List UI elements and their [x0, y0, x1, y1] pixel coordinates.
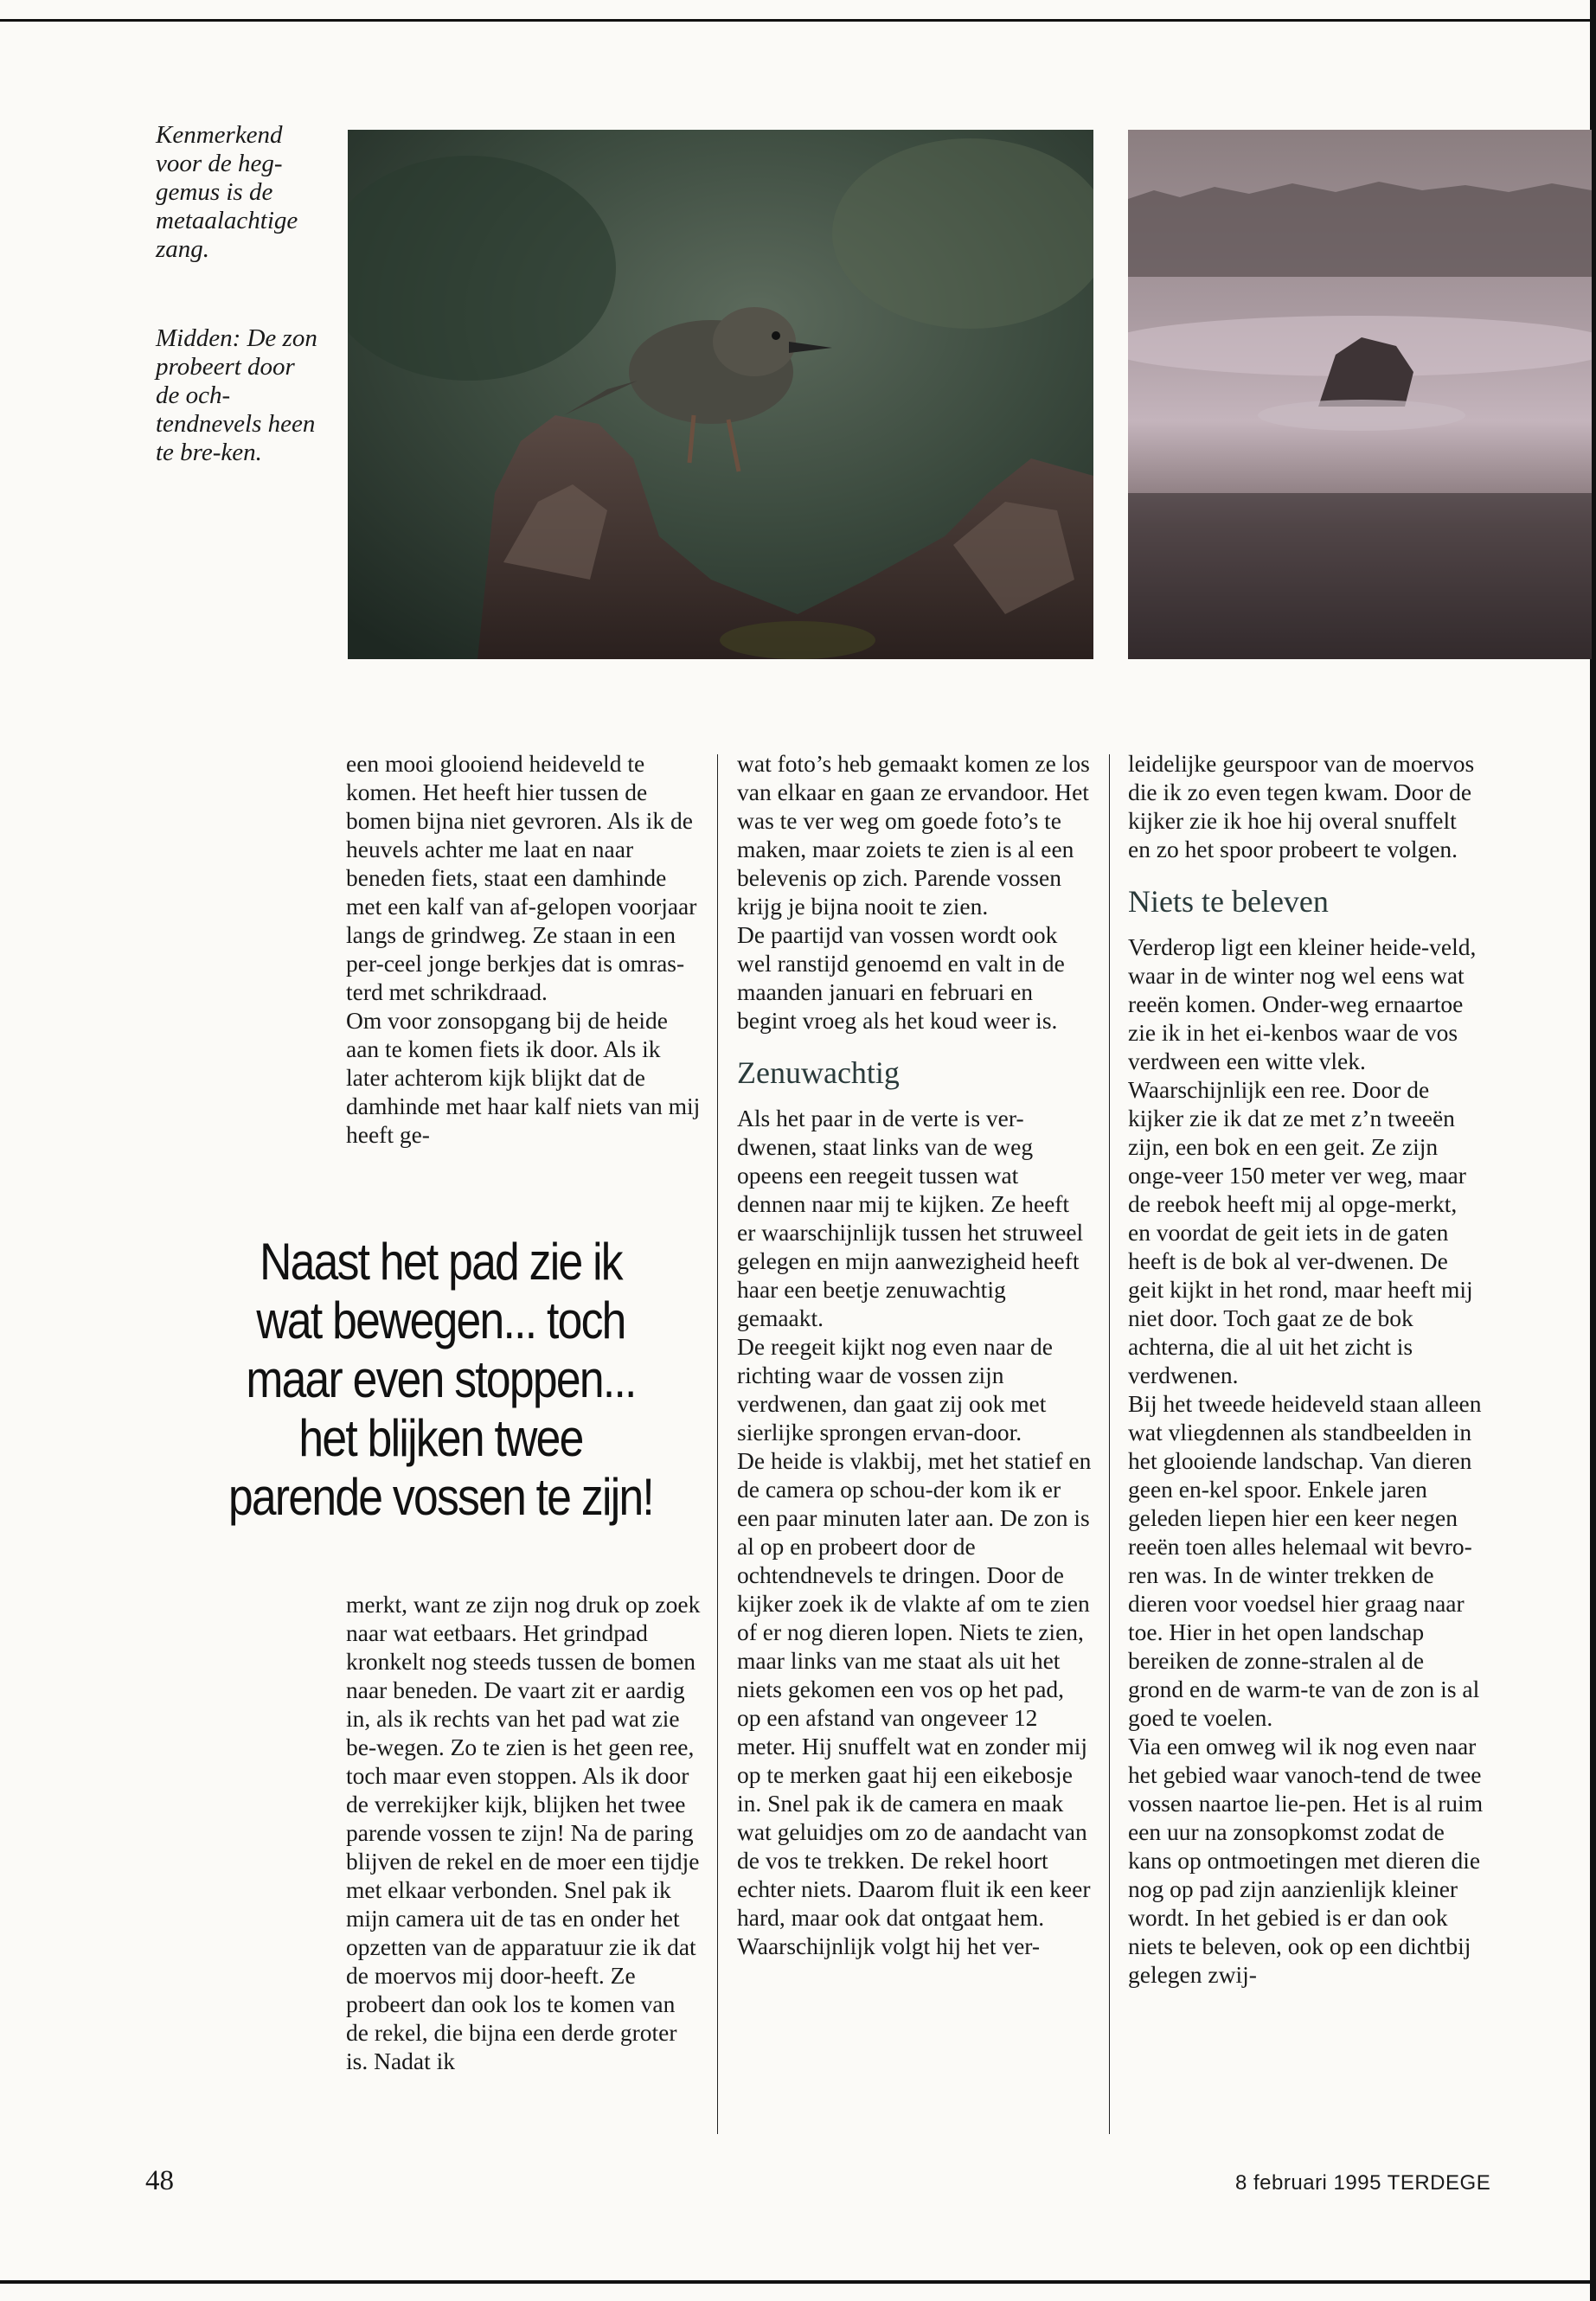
pull-quote: Naast het pad zie ik wat bewegen... toch maar even stoppen... het blijken twee parende vossen te zijn!: [228, 1233, 654, 1526]
issue-date-line: 8 februari 1995 TERDEGE: [1235, 2171, 1491, 2195]
caption-mist: Midden: De zon probeert door de och-tendnevels heen te bre-ken.: [156, 324, 317, 466]
column-2: [737, 749, 1092, 1960]
column-2-paragraph: wat foto’s heb gemaakt komen ze los van elkaar en gaan ze ervandoor. Het was te ver weg om goede foto’s te maken, maar zoiets te zien is al een belevenis op zich. Parende vossen krijg je bijna nooit te zien.: [737, 750, 1090, 920]
column-2-paragraph: De heide is vlakbij, met het statief en de camera op schou-der kom ik er een paar minuten later aan. De zon is al op en probeert door de ochtendnevels te dringen. Door de kijker zoek ik de vlakte af om te zien of er nog dieren lopen. Niets te zien, maar links van me staat als uit het niets gekomen een vos op het pad, op een afstand van ongeveer 12 meter. Hij snuffelt wat en zonder mij op te merken gaat hij een eikebosje in. Snel pak ik de camera en maak wat geluidjes om zo de aandacht van de vos te trekken. De rekel hoort echter niets. Daarom fluit ik een keer hard, maar ook dat ontgaat hem.: [737, 1447, 1092, 1931]
dunnock-photo: [348, 130, 1093, 659]
column-3-paragraph: leidelijke geurspoor van de moervos die ik zo even tegen kwam. Door de kijker zie ik hoe hij overal snuffelt en zo het spoor probeert te volgen.: [1128, 750, 1475, 862]
column-1-paragraph: merkt, want ze zijn nog druk op zoek naar wat eetbaars. Het grindpad kronkelt nog steeds tussen de bomen naar beneden. De vaart zit er aardig in, als ik rechts van het pad wat zie be-wegen. Zo te zien is het geen ree, toch maar even stoppen. Als ik door de verrekijker kijk, blijken het twee parende vossen te zijn! Na de paring blijven de rekel en de moer een tijdje met elkaar verbonden. Snel pak ik mijn camera uit de tas en onder het opzetten van de apparatuur zie ik dat de moervos mij door-heeft. Ze probeert dan ook los te komen van de rekel, die bijna een derde groter is. Nadat ik: [346, 1591, 701, 2074]
column-3-paragraph: Via een omweg wil ik nog even naar het gebied waar vanoch-tend de twee vossen naartoe lie-pen. Het is al ruim een uur na zonsopkomst zodat de kans op ontmoetingen met dieren die nog op pad zijn aanzienlijk kleiner wordt. In het gebied is er dan ook niets te beleven, ook op een dichtbij gelegen zwij-: [1128, 1733, 1484, 1988]
column-1-paragraph: een mooi glooiend heideveld te komen. Het heeft hier tussen de bomen bijna niet gevroren. Als ik de heuvels achter me laat en naar beneden fiets, staat een damhinde met een kalf van af-gelopen voorjaar langs de grindweg. Ze staan in een per-ceel jonge berkjes dat is omras-terd met schrikdraad.: [346, 750, 697, 1005]
caption-bird: Kenmerkend voor de heg-gemus is de metaalachtige zang.: [156, 121, 298, 263]
column-divider: [1109, 754, 1110, 2134]
column-2-paragraph: Als het paar in de verte is ver-dwenen, staat links van de weg opeens een reegeit tussen wat dennen naar mij te kijken. Ze heeft er waarschijnlijk tussen het struweel gelegen en mijn aanwezigheid heeft haar een beetje zenuwachtig gemaakt.: [737, 1105, 1084, 1331]
column-3-paragraph: Bij het tweede heideveld staan alleen wat vliegdennen als standbeelden in het glooiende landschap. Van dieren geen en-kel spoor. Enkele jaren geleden liepen hier een keer negen reeën toen alles helemaal wit bevro-ren was. In de winter trekken de dieren voor voedsel hier graag naar toe. Hier in het open landschap bereiken de zonne-stralen al de grond en de warm-te van de zon is al goed te voelen.: [1128, 1390, 1482, 1731]
subheading-niets-te-beleven: Niets te beleven: [1128, 884, 1329, 919]
top-border: [0, 19, 1596, 22]
column-divider: [717, 754, 718, 2134]
column-1-top: [346, 749, 702, 1149]
column-2-paragraph: De reegeit kijkt nog even naar de richting waar de vossen zijn verdwenen, dan gaat zij ook met sierlijke sprongen ervan-door.: [737, 1333, 1053, 1445]
page-number: 48: [145, 2165, 174, 2196]
column-1-paragraph: Om voor zonsopgang bij de heide aan te komen fiets ik door. Als ik later achterom kijk blijkt dat de damhinde met haar kalf niets van mij heeft ge-: [346, 1007, 701, 1148]
column-3-paragraph: Verderop ligt een kleiner heide-veld, waar in de winter nog wel eens wat reeën komen. Onder-weg ernaartoe zie ik in het ei-kenbos waar de vos verdween een witte vlek. Waarschijnlijk een ree. Door de kijker zie ik dat ze met z’n tweeën zijn, een bok en een geit. Ze zijn onge-veer 150 meter ver weg, maar de reebok heeft mij al opge-merkt, en voordat de geit iets in de gaten heeft is de bok al ver-dwenen. De geit kijkt in het rond, maar heeft mij niet door. Toch gaat ze de bok achterna, die al uit het zicht is verdwenen.: [1128, 933, 1477, 1388]
bottom-border: [0, 2280, 1596, 2284]
misty-heath-photo: [1128, 130, 1592, 659]
column-1-bottom: [346, 1590, 702, 2075]
column-3: [1128, 749, 1484, 1989]
column-2-paragraph: Waarschijnlijk volgt hij het ver-: [737, 1932, 1041, 1959]
column-2-paragraph: De paartijd van vossen wordt ook wel ranstijd genoemd en valt in de maanden januari en februari en begint vroeg als het koud weer is.: [737, 921, 1065, 1034]
subheading-zenuwachtig: Zenuwachtig: [737, 1055, 900, 1090]
photo-captions: [156, 121, 320, 528]
